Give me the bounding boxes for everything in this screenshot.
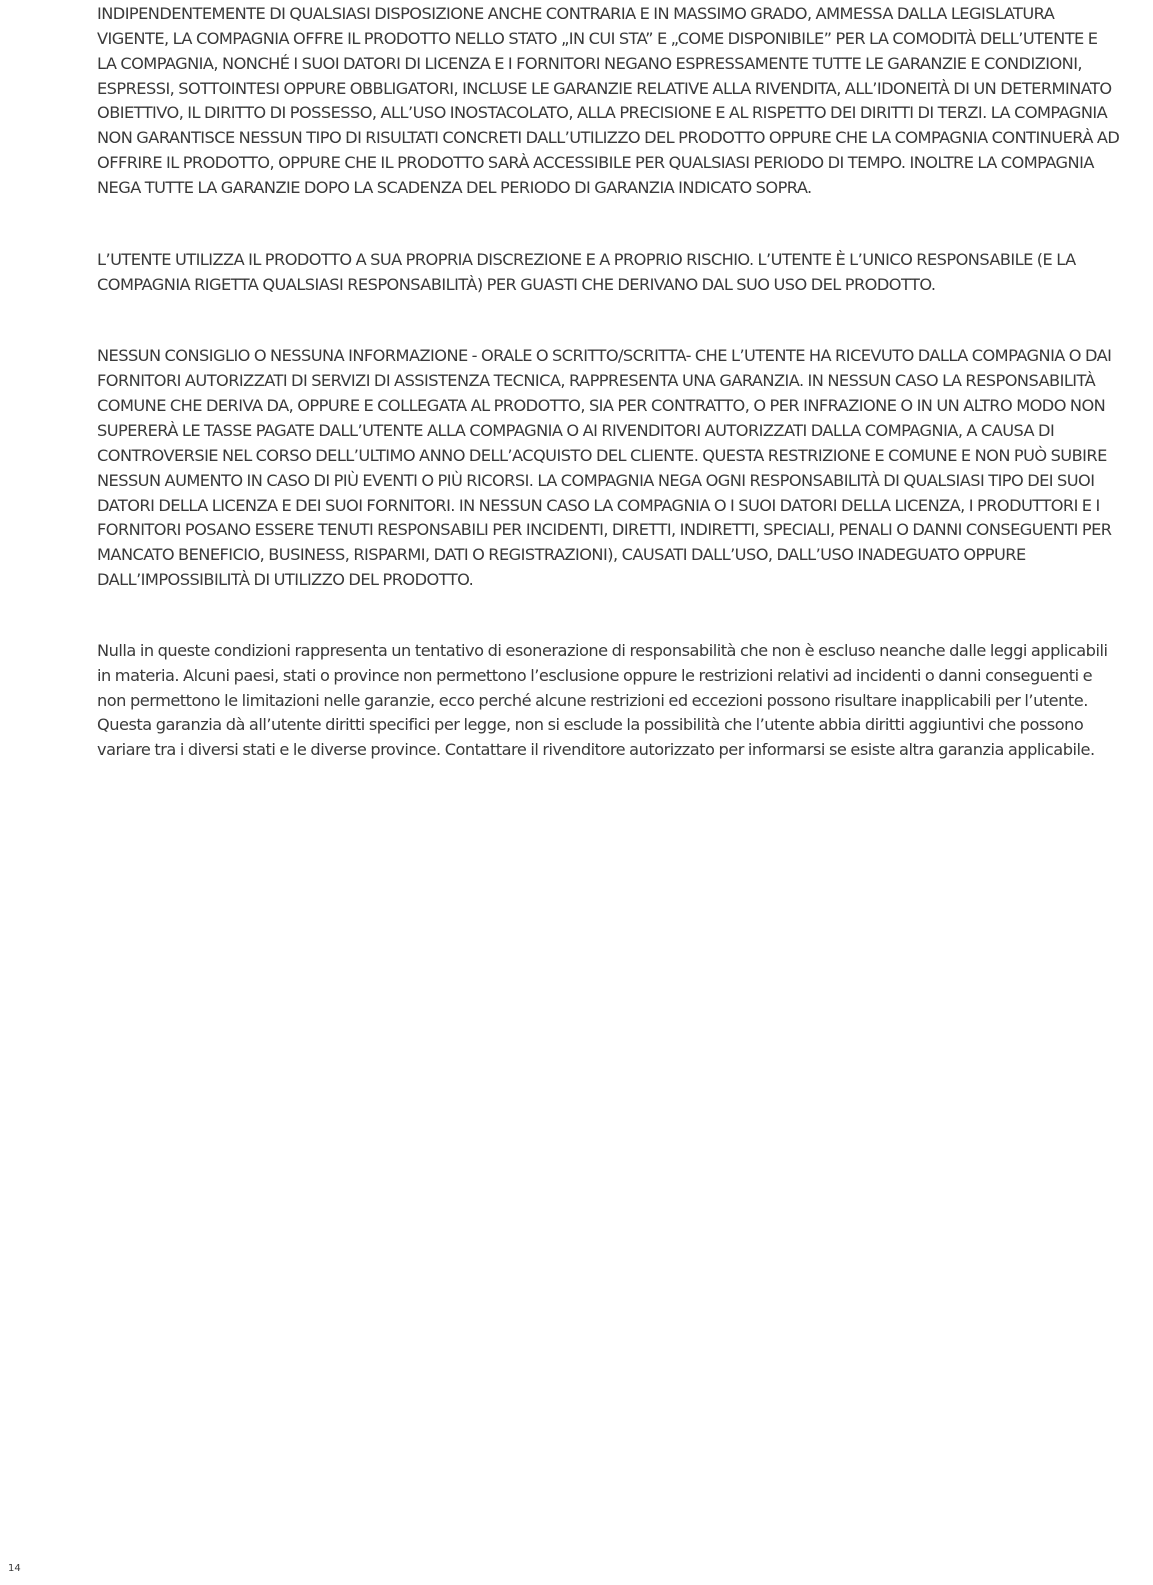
body-text — [97, 2, 1120, 763]
page-number: 14 — [8, 1563, 21, 1574]
paragraph-applicable-law: Nulla in queste condizioni rappresenta un tentativo di esonerazione di responsabilità che non è escluso neanche dalle leggi applicabili in materia. Alcuni paesi, stati o province non permettono l’esclusione oppure le restrizioni relativi ad incidenti o danni conseguenti e non permettono le limitazioni nelle garanzie, ecco perché alcune restrizioni ed eccezioni possono risultare inapplicabili per l’utente. Questa garanzia dà all’utente diritti specifici per legge, non si esclude la possibilità che l’utente abbia diritti aggiuntivi che possono variare tra i diversi stati e le diverse province. Contattare il rivenditore autorizzato per informarsi se esiste altra garanzia applicabile. — [97, 640, 1108, 760]
paragraph-liability-limitation: NESSUN CONSIGLIO O NESSUNA INFORMAZIONE - ORALE O SCRITTO/SCRITTA- CHE L’UTENTE HA RICEVUTO DALLA COMPAGNIA O DAI FORNITORI AUTORIZZATI DI SERVIZI DI ASSISTENZA TECNICA, RAPPRESENTA UNA GARANZIA. IN NESSUN CASO LA RESPONSABILITÀ COMUNE CHE DERIVA DA, OPPURE E COLLEGATA AL PRODOTTO, SIA PER CONTRATTO, O PER INFRAZIONE O IN UN ALTRO MODO NON SUPERERÀ LE TASSE PAGATE DALL’UTENTE ALLA COMPAGNIA O AI RIVENDITORI AUTORIZZATI DALLA COMPAGNIA, A CAUSA DI CONTROVERSIE NEL CORSO DELL’ULTIMO ANNO DELL’ACQUISTO DEL CLIENTE. QUESTA RESTRIZIONE E COMUNE E NON PUÒ SUBIRE NESSUN AUMENTO IN CASO DI PIÙ EVENTI O PIÙ RICORSI. LA COMPAGNIA NEGA OGNI RESPONSABILITÀ DI QUALSIASI TIPO DEI SUOI DATORI DELLA LICENZA E DEI SUOI FORNITORI. IN NESSUN CASO LA COMPAGNIA O I SUOI DATORI DELLA LICENZA, I PRODUTTORI E I FORNITORI POSANO ESSERE TENUTI RESPONSABILI PER INCIDENTI, DIRETTI, INDIRETTI, SPECIALI, PENALI O DANNI CONSEGUENTI PER MANCATO BENEFICIO, BUSINESS, RISPARMI, DATI O REGISTRAZIONI), CAUSATI DALL’USO, DALL’USO INADEGUATO OPPURE DALL’IMPOSSIBILITÀ DI UTILIZZO DEL PRODOTTO. — [97, 346, 1112, 590]
paragraph-disclaimer-warranty: INDIPENDENTEMENTE DI QUALSIASI DISPOSIZIONE ANCHE CONTRARIA E IN MASSIMO GRADO, AMMESSA DALLA LEGISLATURA VIGENTE, LA COMPAGNIA OFFRE IL PRODOTTO NELLO STATO „IN CUI STA” E „COME DISPONIBILE” PER LA COMODITÀ DELL’UTENTE E LA COMPAGNIA, NONCHÉ I SUOI DATORI DI LICENZA E I FORNITORI NEGANO ESPRESSAMENTE TUTTE LE GARANZIE E CONDIZIONI, ESPRESSI, SOTTOINTESI OPPURE OBBLIGATORI, INCLUSE LE GARANZIE RELATIVE ALLA RIVENDITA, ALL’IDONEITÀ DI UN DETERMINATO OBIETTIVO, IL DIRITTO DI POSSESSO, ALL’USO INOSTACOLATO, ALLA PRECISIONE E AL RISPETTO DEI DIRITTI DI TERZI. LA COMPAGNIA NON GARANTISCE NESSUN TIPO DI RISULTATI CONCRETI DALL’UTILIZZO DEL PRODOTTO OPPURE CHE LA COMPAGNIA CONTINUERÀ AD OFFRIRE IL PRODOTTO, OPPURE CHE IL PRODOTTO SARÀ ACCESSIBILE PER QUALSIASI PERIODO DI TEMPO. INOLTRE LA COMPAGNIA NEGA TUTTE LA GARANZIE DOPO LA SCADENZA DEL PERIODO DI GARANZIA INDICATO SOPRA. — [97, 4, 1120, 197]
paragraph-user-risk: L’UTENTE UTILIZZA IL PRODOTTO A SUA PROPRIA DISCREZIONE E A PROPRIO RISCHIO. L’UTENTE È L’UNICO RESPONSABILE (E LA COMPAGNIA RIGETTA QUALSIASI RESPONSABILITÀ) PER GUASTI CHE DERIVANO DAL SUO USO DEL PRODOTTO. — [97, 249, 1076, 294]
